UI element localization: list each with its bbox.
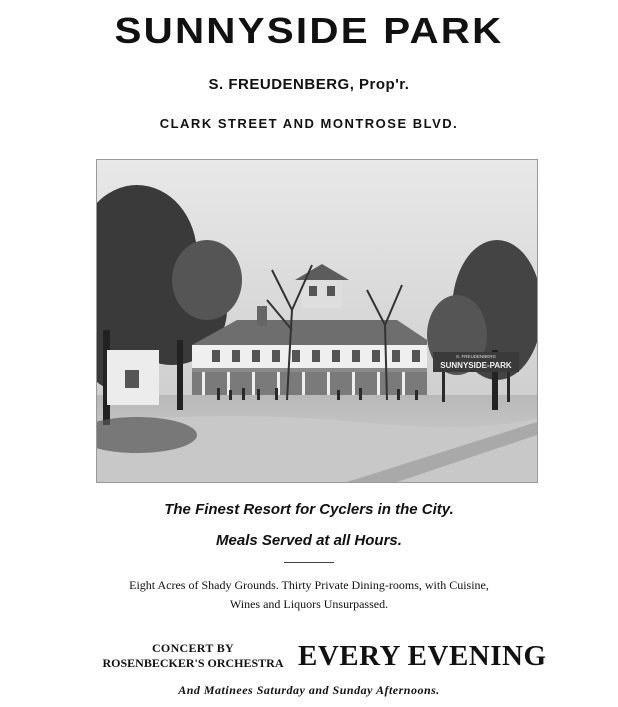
- orchestra-line: ROSENBECKER'S ORCHESTRA: [102, 656, 284, 670]
- divider: [284, 562, 334, 563]
- matinees-line: And Matinees Saturday and Sunday Afternoons.: [178, 683, 440, 697]
- sign-text: SUNNYSIDE-PARK: [440, 361, 512, 370]
- meals-line: Meals Served at all Hours.: [216, 532, 402, 549]
- tagline: The Finest Resort for Cyclers in the City.: [164, 501, 454, 518]
- concert-by-line: CONCERT BY: [151, 641, 235, 655]
- every-evening-heading: EVERY EVENING: [298, 640, 547, 672]
- sign-small-text: S. FREUDENBERG: [455, 354, 497, 359]
- park-photograph: [97, 160, 537, 482]
- address-line: CLARK STREET AND MONTROSE BLVD.: [159, 116, 459, 131]
- wines-line: Wines and Liquors Unsurpassed.: [229, 597, 389, 611]
- proprietor-line: S. FREUDENBERG, Prop'r.: [208, 76, 410, 93]
- page-title: SUNNYSIDE PARK: [114, 10, 504, 51]
- grounds-line: Eight Acres of Shady Grounds. Thirty Private Dining-rooms, with Cuisine,: [129, 578, 489, 592]
